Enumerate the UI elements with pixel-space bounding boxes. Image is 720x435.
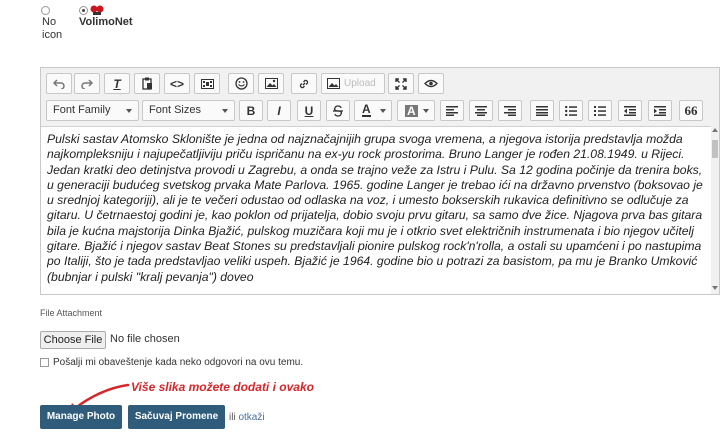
numbered-list-icon[interactable] [588, 100, 612, 121]
bullet-list-icon[interactable] [559, 100, 583, 121]
underline-button[interactable]: U [297, 100, 321, 121]
clear-format-icon[interactable]: T [104, 73, 130, 94]
align-center-icon[interactable] [469, 100, 493, 121]
chevron-down-icon [423, 109, 429, 113]
notify-label: Pošalji mi obaveštenje kada neko odgovori na ovu temu. [53, 357, 304, 368]
font-family-select[interactable]: Font Family [46, 100, 139, 121]
no-icon-radio[interactable] [41, 6, 50, 15]
image-icon[interactable] [258, 73, 284, 94]
manage-photo-button[interactable]: Manage Photo [40, 405, 122, 429]
paste-icon[interactable] [134, 73, 160, 94]
editor-toolbar [41, 68, 719, 127]
chevron-down-icon [222, 109, 228, 113]
notify-checkbox[interactable] [40, 358, 49, 367]
video-icon[interactable] [194, 73, 220, 94]
no-icon-label: No icon [42, 16, 63, 41]
scroll-up-icon[interactable] [712, 128, 718, 132]
chevron-down-icon [126, 109, 132, 113]
fullscreen-icon[interactable] [388, 73, 414, 94]
strikethrough-icon[interactable] [326, 100, 350, 121]
undo-icon[interactable] [46, 73, 72, 94]
align-left-icon[interactable] [440, 100, 464, 121]
link-icon[interactable] [291, 73, 317, 94]
save-changes-button[interactable]: Sačuvaj Promene [128, 405, 225, 429]
quote-icon: 66 [684, 102, 698, 118]
no-file-text: No file chosen [110, 333, 180, 345]
cancel-link[interactable]: otkaži [238, 412, 265, 423]
redo-icon[interactable] [74, 73, 100, 94]
volimonet-icon-label: VolimoNet [79, 16, 133, 28]
blockquote-button[interactable] [679, 100, 703, 121]
annotation-text: Više slika možete dodati i ovako [131, 380, 314, 394]
code-view-icon[interactable]: <> [164, 73, 190, 94]
cancel-text: ili otkaži [229, 412, 265, 423]
background-color-button[interactable]: A [397, 100, 435, 121]
file-attachment-label: File Attachment [40, 308, 103, 318]
scroll-down-icon[interactable] [712, 286, 718, 290]
align-justify-icon[interactable] [530, 100, 554, 121]
outdent-icon[interactable] [618, 100, 642, 121]
align-right-icon[interactable] [498, 100, 522, 121]
rich-text-editor [40, 67, 720, 295]
upload-button[interactable]: Upload [321, 73, 385, 94]
editor-content[interactable]: Pulski sastav Atomsko Sklonište je jedna od najznačajnijih grupa svoga vremena, a njegova istorija predstavlja možda najkompleksniju i najupečatljiviju priču ispričanu na ex-yu rock prostorima. Bruno Langer je rođen 21.08.1949. u Rijeci. Jedan kratki deo detinjstva provodi u Zagrebu, a onda se trajno veže za Istru i Pulu. Sa 12 godina počinje da trenira boks, u generaciji budućeg svetskog prvaka Mate Parlova. 1965. godine Langer je trebao ići na državno prvenstvo (boksovao je u srednjoj kategoriji), ali je te večeri odustao od odlaska na voz, i umesto bokserskih rukavica definitivno se odlučuje za gitaru. U četrnaestoj godini je, kao poklon od prijatelja, dobio svoju prvu gitaru, sa samo dve žice. Njagova prva bas gitara bila je kućna majstorija Dinka Bjažić, pulskog muzičara koji mu je i otkrio svet električnih instrumenata i bio njegov učitelj gitare. Bjažić i njegov sastav Beat Stones su predstavljali pionire pulskog rock'n'rolla, a ostali su upamćeni i po nastupima po Italiji, što je tada predstavljao veliki uspeh. Bjažić je 1964. godine bio u potrazi za basistom, pa mu je Branko Umković (bubnjar i pulski "kralj pevanja") doveo [47, 132, 703, 284]
chevron-down-icon [380, 109, 386, 113]
font-sizes-select[interactable]: Font Sizes [142, 100, 235, 121]
editor-scrollbar[interactable] [711, 126, 719, 294]
indent-icon[interactable] [648, 100, 672, 121]
volimonet-icon-radio[interactable] [79, 6, 88, 15]
upload-image-icon [327, 78, 340, 89]
italic-button[interactable]: I [267, 100, 291, 121]
emoji-icon[interactable] [228, 73, 254, 94]
choose-file-button[interactable]: Choose File [40, 331, 106, 349]
preview-eye-icon[interactable] [418, 73, 444, 94]
scrollbar-thumb[interactable] [712, 140, 718, 158]
bold-button[interactable]: B [239, 100, 263, 121]
font-color-button[interactable]: A [354, 100, 392, 121]
